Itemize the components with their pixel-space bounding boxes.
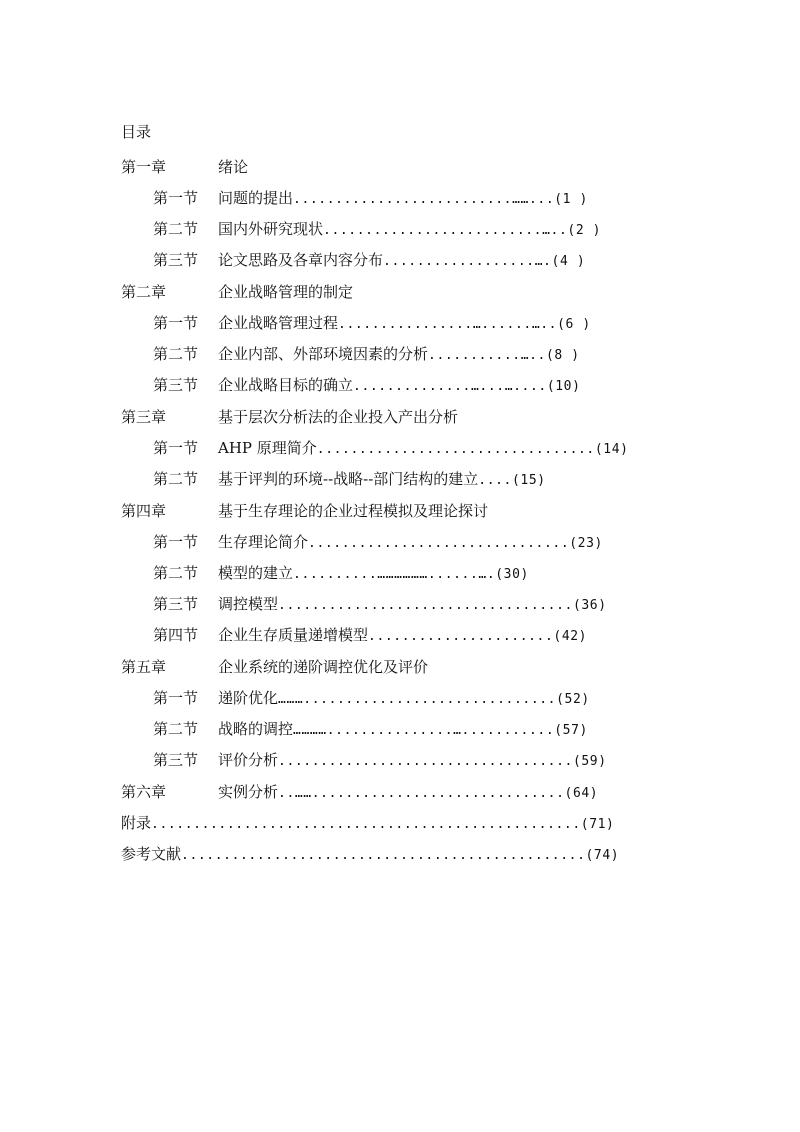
- chapter-label: 第三章: [121, 408, 167, 426]
- section-label: 第二节: [153, 564, 199, 582]
- section-entry: [218, 187, 588, 211]
- section-entry: [218, 624, 587, 648]
- toc-chapter-1: [0, 156, 800, 178]
- section-label: 第三节: [153, 751, 199, 769]
- dot-leader-page: ..……..............................(64): [278, 786, 599, 801]
- toc-section-row: [0, 374, 800, 396]
- section-title: 调控模型: [218, 595, 279, 613]
- toc-section-row: [0, 593, 800, 615]
- section-title: 问题的提出: [218, 189, 294, 207]
- section-title: 生存理论简介: [218, 533, 309, 551]
- section-label: 第二节: [153, 720, 199, 738]
- section-entry: [218, 218, 601, 242]
- toc-section-row: [0, 749, 800, 771]
- section-entry: [218, 687, 590, 711]
- chapter-title: 企业系统的递阶调控优化及评价: [218, 658, 429, 676]
- section-label: 第一节: [153, 533, 199, 551]
- toc-title: 目录: [121, 123, 152, 141]
- chapter-label: 第一章: [121, 158, 167, 176]
- toc-section-row: [0, 562, 800, 584]
- dot-leader-page: ..........................…..(2 ): [323, 223, 602, 238]
- toc-chapter-4: [0, 500, 800, 522]
- toc-chapter-5: [0, 656, 800, 678]
- dot-leader-page: ...................................................(71): [151, 817, 615, 832]
- section-label: 第三节: [153, 376, 199, 394]
- toc-section-row: [0, 718, 800, 740]
- dot-leader-page: ..................….(4 ): [383, 254, 586, 269]
- section-label: 第一节: [153, 439, 199, 457]
- dot-leader-page: ..........................……...(1 ): [293, 192, 588, 207]
- references-entry: [121, 843, 619, 867]
- toc-section-row: [0, 187, 800, 209]
- chapter-title: 实例分析: [218, 783, 279, 801]
- chapter-label: 第二章: [121, 283, 167, 301]
- section-entry: [218, 562, 529, 586]
- chapter-label: 第四章: [121, 502, 167, 520]
- section-entry: [218, 531, 603, 555]
- section-title: 企业战略管理过程: [218, 314, 339, 332]
- section-title: 基于评判的环境--战略--部门结构的建立: [218, 470, 479, 488]
- section-entry: [218, 312, 591, 336]
- toc-section-row: [0, 468, 800, 490]
- toc-chapter-6: [0, 781, 800, 803]
- toc-section-row: [0, 218, 800, 240]
- toc-chapter-2: [0, 281, 800, 303]
- section-label: 第二节: [153, 345, 199, 363]
- dot-leader-page: ..............…...…....(10): [353, 379, 581, 394]
- section-title: 战略的调控: [218, 720, 294, 738]
- dot-leader-page: ...................................(59): [278, 754, 607, 769]
- chapter-title: 绪论: [218, 158, 249, 176]
- section-label: 第四节: [153, 626, 199, 644]
- chapter-title: 基于层次分析法的企业投入产出分析: [218, 408, 459, 426]
- toc-section-row: [0, 312, 800, 334]
- section-entry: [218, 468, 546, 492]
- section-label: 第三节: [153, 595, 199, 613]
- section-title: AHP 原理简介: [218, 439, 317, 457]
- section-entry: [218, 749, 607, 773]
- toc-section-row: [0, 343, 800, 365]
- section-entry: [218, 249, 585, 273]
- section-title: 模型的建立: [218, 564, 294, 582]
- chapter-title: 企业战略管理的制定: [218, 283, 354, 301]
- section-entry: [218, 374, 581, 398]
- toc-chapter-3: [0, 406, 800, 428]
- section-title: 国内外研究现状: [218, 220, 324, 238]
- appendix-title: 附录: [121, 814, 152, 832]
- references-title: 参考文献: [121, 845, 182, 863]
- section-label: 第二节: [153, 220, 199, 238]
- section-label: 第一节: [153, 314, 199, 332]
- toc-section-row: [0, 249, 800, 271]
- toc-section-row: [0, 687, 800, 709]
- section-entry: [218, 593, 607, 617]
- dot-leader-page: ………..............................(52): [278, 692, 590, 707]
- dot-leader-page: ................................................(74): [181, 848, 620, 863]
- dot-leader-page: ...........…..(8 ): [428, 348, 580, 363]
- dot-leader-page: ................…......…..(6 ): [338, 317, 591, 332]
- section-title: 企业内部、外部环境因素的分析: [218, 345, 429, 363]
- section-label: 第三节: [153, 251, 199, 269]
- section-label: 第一节: [153, 189, 199, 207]
- appendix-entry: [121, 812, 614, 836]
- section-title: 递阶优化: [218, 689, 279, 707]
- chapter-entry: [218, 781, 598, 805]
- chapter-label: 第五章: [121, 658, 167, 676]
- toc-section-row: [0, 531, 800, 553]
- dot-leader-page: ....(15): [478, 473, 546, 488]
- dot-leader-page: ......................(42): [368, 629, 588, 644]
- toc-references: [0, 843, 800, 865]
- section-title: 企业战略目标的确立: [218, 376, 354, 394]
- chapter-label: 第六章: [121, 783, 167, 801]
- chapter-title: 基于生存理论的企业过程模拟及理论探讨: [218, 502, 489, 520]
- dot-leader-page: …………...............…...........(57): [293, 723, 588, 738]
- section-title: 企业生存质量递增模型: [218, 626, 369, 644]
- section-label: 第一节: [153, 689, 199, 707]
- section-entry: [218, 718, 588, 742]
- toc-appendix: [0, 812, 800, 834]
- dot-leader-page: ..........………………......….(30): [293, 567, 529, 582]
- section-title: 评价分析: [218, 751, 279, 769]
- dot-leader-page: ...................................(36): [278, 598, 607, 613]
- dot-leader-page: ...............................(23): [308, 536, 603, 551]
- toc-section-row: [0, 624, 800, 646]
- section-title: 论文思路及各章内容分布: [218, 251, 384, 269]
- section-entry: [218, 437, 629, 461]
- section-label: 第二节: [153, 470, 199, 488]
- section-entry: [218, 343, 580, 367]
- toc-section-row: [0, 437, 800, 459]
- dot-leader-page: .................................(14): [316, 442, 629, 457]
